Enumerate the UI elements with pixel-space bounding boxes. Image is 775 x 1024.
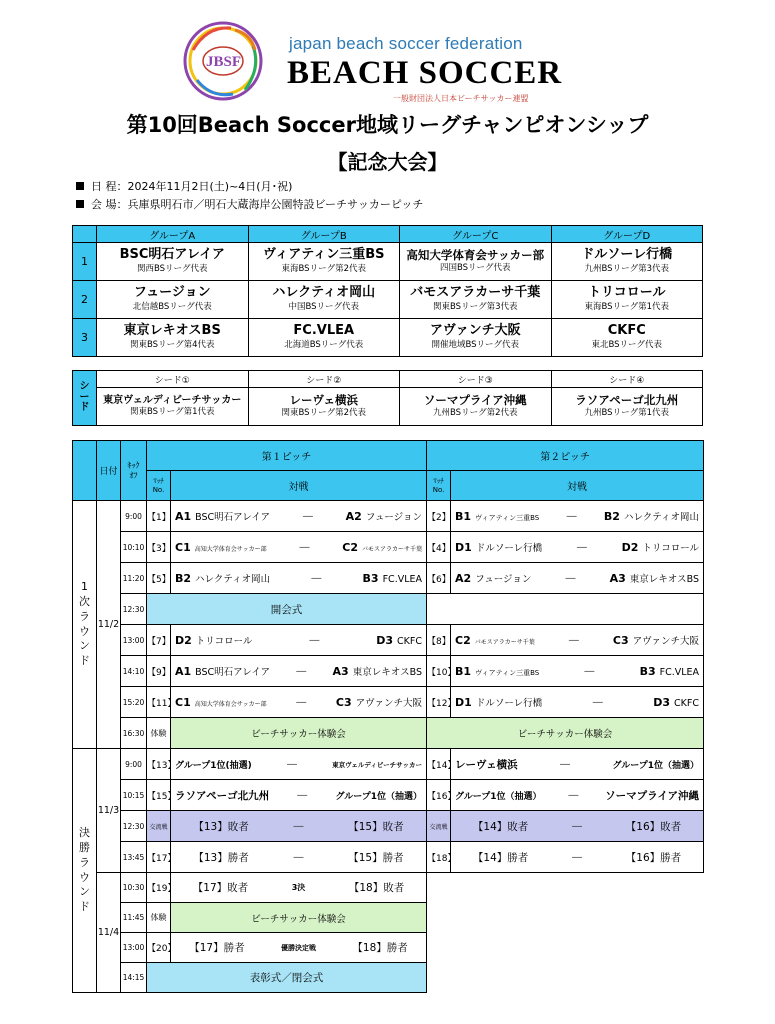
group-cell [248,281,400,319]
team-name: ドルソーレ行橋 [475,543,543,554]
info-date [76,178,292,194]
round-char: ン [79,639,90,653]
team-name: フュージョン [475,574,532,585]
team-name: CKFC [674,697,700,709]
team-code: D2 [621,541,639,554]
round-char: 勝 [79,840,90,854]
kickoff-time: 13:00 [121,933,147,963]
vs-dash: ― [293,851,304,863]
team-name: 【16】勝者 [625,851,682,864]
kickoff-time: 13:45 [121,842,147,873]
team-league: 北信越BSリーグ代表 [132,302,212,313]
kickoff-time: 14:15 [121,963,147,993]
group-row-number: 3 [73,319,97,357]
match-cell [451,842,704,873]
group-cell [248,243,400,281]
match-no: 【7】 [147,625,171,656]
team-name: レーヴェ横浜 [455,758,518,771]
info-venue-text: 会 場：兵庫県明石市／明石大蔵海岸公園特設ビーチサッカーピッチ [91,198,424,211]
team-code: B1 [455,664,472,678]
match-no: 【15】 [147,780,171,811]
match-cell [451,656,704,687]
round1-label [73,501,97,749]
team-name: 【15】敗者 [348,820,404,833]
vs-dash: ― [592,696,603,708]
team-name: アヴァンチ大阪 [429,323,521,339]
match-cell [171,687,427,718]
seed-cell [551,388,703,426]
team-code: A3 [609,572,626,585]
match-cell [171,842,427,873]
group-header-c: グループC [400,226,552,243]
header-date: 日付 [97,441,121,501]
team-name: 東京レキオスBS [352,667,423,678]
team-league: 東海BSリーグ第1代表 [584,302,669,313]
team-name: グループ1位（抽選） [455,791,542,802]
match-cell [171,933,427,963]
kickoff-time: 11:45 [121,903,147,933]
match-cell [171,563,427,594]
team-code: A3 [332,665,349,678]
team-name: ラソアペーゴ北九州 [575,393,679,407]
group-cell [248,319,400,357]
group-header-d: グループD [551,226,703,243]
team-league: 関東BSリーグ第3代表 [433,302,518,313]
kickoff-time: 9:00 [121,749,147,780]
info-venue [76,196,423,212]
team-name: 高知大学体育会サッカー部 [194,700,267,708]
round-char: ウ [79,624,90,638]
match-cell [451,811,704,842]
team-name: ヴィアティン三重BS [475,668,540,677]
team-code: B3 [639,664,656,678]
seed-header: シード④ [551,371,703,388]
group-cell [400,319,552,357]
team-name: フュージョン [133,285,211,301]
kickoff-time: 14:10 [121,656,147,687]
group-header-b: グループB [248,226,400,243]
vs-dash: ― [560,758,571,770]
team-code: A1 [175,665,192,678]
team-name: バモスアラカーサ千葉 [474,638,535,646]
group-row-number: 1 [73,243,97,281]
beach-soccer-experience: ビーチサッカー体験会 [171,718,427,749]
bullet-square-icon [76,200,84,208]
round-char: ラ [79,609,90,623]
seed-side-char: シ [79,381,90,393]
group-cell [551,319,703,357]
team-code: B2 [175,572,192,585]
award-ceremony: 表彰式／閉会式 [147,963,427,993]
team-name: 【18】敗者 [348,882,405,894]
page-title: 第10回Beach Soccer地域リーグチャンピオンシップ [126,113,649,137]
round-char: ン [79,885,90,899]
team-name: CKFC [397,635,422,647]
vs-dash: ― [572,851,583,863]
exp-label: 体験 [147,903,171,933]
logo-text: JBSF [206,54,242,70]
match-no: 【20】 [147,933,171,963]
team-name: ラソアペーゴ北九州 [175,789,270,802]
team-name: グループ1位（抽選） [612,760,700,771]
team-name: トリコロール [642,543,700,554]
match-no: 【4】 [427,532,451,563]
kickoff-time: 9:00 [121,501,147,532]
team-name: アヴァンチ大阪 [355,698,423,709]
vs-dash: ― [297,789,308,801]
beach-soccer-experience: ビーチサッカー体験会 [427,718,704,749]
brand-title: BEACH SOCCER [287,55,563,91]
kickoff-time: 10:10 [121,532,147,563]
vs-dash: ― [293,820,304,832]
match-no: 【6】 [427,563,451,594]
group-header-a: グループA [97,226,249,243]
logo [183,20,583,102]
team-league: 関東BSリーグ第4代表 [130,340,215,351]
team-code: D3 [653,695,671,709]
group-cell [97,319,249,357]
match-no: 【3】 [147,532,171,563]
round-char: 次 [79,594,90,608]
third-place-label: 3決 [291,883,306,892]
team-league: 東北BSリーグ代表 [591,340,663,351]
team-name: FC.VLEA [382,573,423,585]
match-cell [171,625,427,656]
vs-dash: ― [566,510,577,522]
vs-dash: ― [568,789,579,801]
seed-cell [97,388,249,426]
team-code: C3 [335,696,352,709]
team-league: 九州BSリーグ第2代表 [433,408,518,419]
group-row-number: 2 [73,281,97,319]
team-name: 高知大学体育会サッカー部 [406,248,545,262]
vs-dash: ― [584,665,595,677]
seed-cell [248,388,400,426]
team-name: 東京ヴェルディビーチサッカー [332,760,422,769]
match-no: 【14】 [427,749,451,780]
taisen-header: 対戦 [451,471,704,501]
vs-dash: ― [565,572,576,584]
team-name: トリコロール [195,636,253,647]
team-name: アヴァンチ大阪 [632,636,700,647]
match-cell [451,625,704,656]
team-league: 関東BSリーグ第1代表 [130,407,215,418]
round2-label [73,749,97,993]
team-name: 高知大学体育会サッカー部 [194,545,267,553]
match-no-text: ﾏｯﾁ [433,477,444,486]
vs-dash: ― [296,665,307,677]
vs-dash: ― [302,510,313,522]
team-league: 北海道BSリーグ代表 [284,340,364,351]
friendly-match-label: 交流戦 [427,811,451,842]
match-no-text: ﾏｯﾁ [153,477,164,486]
team-name: グループ1位(抽選) [175,760,252,771]
vs-dash: ― [576,541,587,553]
match-no: 【10】 [427,656,451,687]
federation-name-jp: 一般財団法人日本ビーチサッカー連盟 [393,94,529,103]
team-code: D1 [455,541,472,554]
match-no: 【5】 [147,563,171,594]
header-round [73,441,97,501]
info-date-text: 日 程：2024年11月2日(土)~4日(月･祝) [91,180,293,193]
team-code: D3 [376,633,394,647]
team-code: C1 [175,695,191,709]
round-char: ウ [79,870,90,884]
kickoff-time: 15:20 [121,687,147,718]
team-name: FC.VLEA [659,666,700,678]
pitch2-header: 第２ピッチ [427,441,704,471]
team-code: B3 [362,571,379,585]
match-no: 【2】 [427,501,451,532]
team-name: 【16】敗者 [625,820,682,833]
team-name: バモスアラカーサ千葉 [410,285,541,301]
empty-area [427,873,704,993]
taisen-header: 対戦 [171,471,427,501]
match-no: 【18】 [427,842,451,873]
kickoff-time: 10:30 [121,873,147,903]
group-cell [97,243,249,281]
team-code: B2 [603,510,620,523]
vs-dash: ― [309,634,320,646]
team-name: バモスアラカーサ千葉 [361,545,422,553]
team-name: BSC明石アレイア [195,512,271,523]
team-name: ドルソーレ行橋 [475,698,543,709]
team-name: 東京レキオスBS [629,574,700,585]
group-header-corner [73,226,97,243]
team-name: グループ1位（抽選） [335,791,423,802]
team-name: 【13】勝者 [193,851,249,864]
match-no-header [427,471,451,501]
team-league: 関東BSリーグ第2代表 [281,408,366,419]
team-name: ドルソーレ行橋 [581,247,673,263]
team-name: ソーマプライア沖縄 [423,393,527,407]
schedule-table [72,440,704,993]
team-league: 関西BSリーグ代表 [136,264,208,275]
team-name: 【17】勝者 [189,942,245,954]
match-cell [171,811,427,842]
match-cell [171,501,427,532]
match-cell [451,532,704,563]
team-name: 【14】勝者 [472,851,529,864]
team-code: C2 [455,633,471,647]
round-char: 決 [79,825,90,839]
page-subtitle: 【記念大会】 [327,150,448,174]
team-code: C1 [175,540,191,554]
kickoff-time: 11:20 [121,563,147,594]
match-cell [171,749,427,780]
match-no-text: No. [432,485,445,494]
vs-dash: ― [286,758,297,770]
match-no-header [147,471,171,501]
match-cell [171,873,427,903]
header-kickoff [121,441,147,501]
group-cell [97,281,249,319]
team-name: BSC明石アレイア [119,247,225,263]
exp-label: 体験 [147,718,171,749]
team-name: ヴィアティン三重BS [475,513,540,522]
team-code: A1 [175,510,192,523]
pitch1-header: 第１ピッチ [147,441,427,471]
opening-ceremony: 開会式 [147,594,427,625]
match-cell [451,749,704,780]
vs-dash: ― [568,634,579,646]
match-no: 【9】 [147,656,171,687]
bullet-square-icon [76,182,84,190]
match-cell [451,687,704,718]
group-cell [400,243,552,281]
team-code: A2 [455,572,472,585]
team-league: 九州BSリーグ第1代表 [584,408,669,419]
seed-side-char: ー [79,391,90,403]
team-name: ソーマプライア沖縄 [605,789,700,802]
team-code: D2 [175,634,192,647]
group-cell [551,243,703,281]
group-cell [551,281,703,319]
team-code: A2 [345,510,362,523]
seed-header: シード① [97,371,249,388]
group-cell [400,281,552,319]
team-name: 東京ヴェルディビーチサッカー [103,394,242,406]
vs-dash: ― [299,541,310,553]
kickoff-time: 10:15 [121,780,147,811]
kickoff-time: 16:30 [121,718,147,749]
vs-dash: ― [296,696,307,708]
round-char: 1 [81,579,88,593]
date-cell: 11/3 [97,749,121,873]
friendly-match-label: 交流戦 [147,811,171,842]
team-name: 【15】勝者 [348,851,404,864]
empty-cell [427,594,704,625]
round-char: ド [79,900,90,914]
match-cell [451,501,704,532]
kickoff-text: ｷｯｸ [127,460,140,470]
match-no: 【11】 [147,687,171,718]
kickoff-time: 13:00 [121,625,147,656]
team-league: 九州BSリーグ第3代表 [584,264,669,275]
match-cell [451,780,704,811]
match-no-text: No. [152,485,165,494]
team-code: C2 [342,540,358,554]
team-name: ハレクティオ岡山 [195,574,271,585]
team-league: 四国BSリーグ代表 [439,263,511,274]
vs-dash: ― [311,572,322,584]
seed-header: シード③ [400,371,552,388]
team-code: D1 [455,696,472,709]
team-name: 【13】敗者 [193,820,249,833]
seed-table [72,370,703,426]
round-char: ド [79,654,90,668]
federation-name-en: japan beach soccer federation [289,34,523,53]
match-cell [451,563,704,594]
seed-side-label [73,371,97,426]
team-name: 【14】敗者 [472,820,529,833]
match-no: 【8】 [427,625,451,656]
team-name: ハレクティオ岡山 [623,512,700,523]
beach-soccer-experience: ビーチサッカー体験会 [171,903,427,933]
team-name: ヴィアティン三重BS [263,247,385,263]
match-no: 【16】 [427,780,451,811]
final-label: 優勝決定戦 [281,943,316,952]
kickoff-time: 12:30 [121,811,147,842]
team-code: B1 [455,509,472,523]
group-table [72,225,703,357]
kickoff-time: 12:30 [121,594,147,625]
seed-cell [400,388,552,426]
team-name: レーヴェ横浜 [289,393,359,407]
team-name: 【18】勝者 [352,942,408,954]
match-no: 【19】 [147,873,171,903]
match-cell [171,780,427,811]
match-no: 【17】 [147,842,171,873]
match-no: 【12】 [427,687,451,718]
seed-side-char: ド [79,402,90,414]
team-league: 中国BSリーグ代表 [288,302,360,313]
team-name: ハレクティオ岡山 [272,285,376,301]
date-cell: 11/4 [97,873,121,993]
team-league: 開催地域BSリーグ代表 [431,340,520,351]
team-name: トリコロール [588,285,666,301]
team-code: C3 [612,634,629,647]
kickoff-text: ｵﾌ [129,470,138,480]
seed-header: シード② [248,371,400,388]
match-no: 【13】 [147,749,171,780]
match-no: 【1】 [147,501,171,532]
team-name: CKFC [607,323,646,339]
round-char: ラ [79,855,90,869]
vs-dash: ― [572,820,583,832]
date-cell: 11/2 [97,501,121,749]
team-name: 【17】敗者 [192,882,249,894]
match-cell [171,656,427,687]
team-name: BSC明石アレイア [195,667,271,678]
team-name: フュージョン [365,512,422,523]
match-cell [171,532,427,563]
team-league: 東海BSリーグ第2代表 [281,264,366,275]
team-name: 東京レキオスBS [123,323,221,339]
team-name: FC.VLEA [293,323,355,339]
